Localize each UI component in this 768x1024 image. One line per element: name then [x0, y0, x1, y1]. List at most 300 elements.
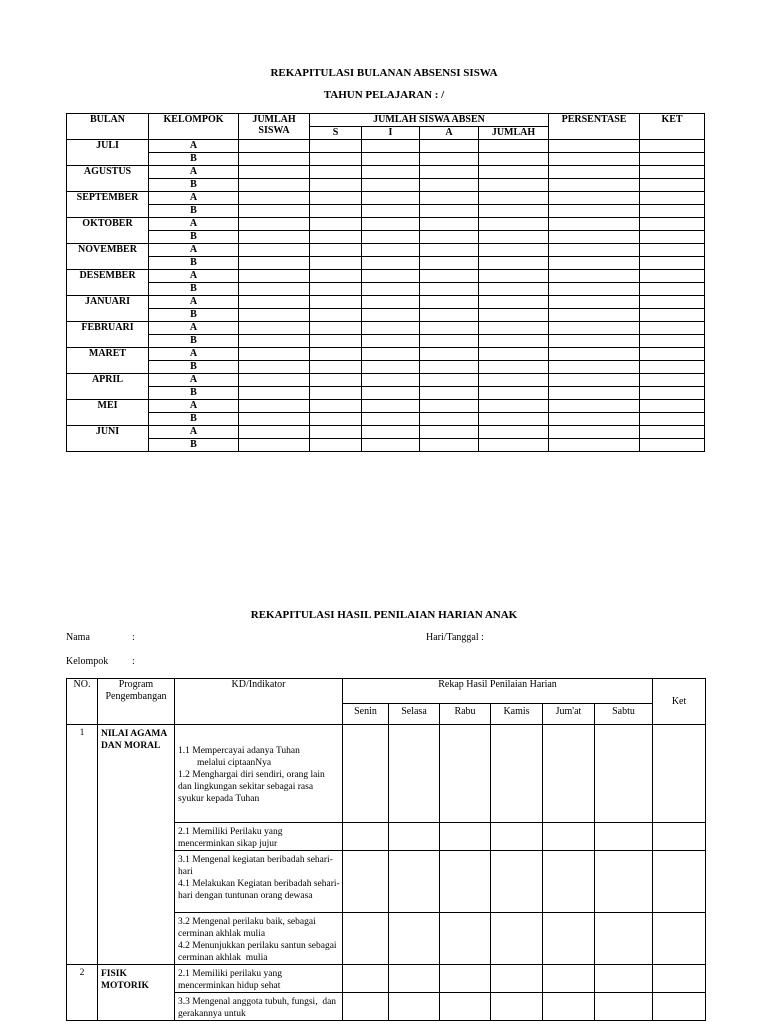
empty-cell	[640, 361, 705, 374]
empty-cell	[549, 309, 640, 322]
month-cell: OKTOBER	[67, 218, 149, 244]
empty-cell	[479, 322, 549, 335]
group-cell: A	[149, 270, 239, 283]
empty-cell	[420, 244, 479, 257]
empty-cell	[595, 823, 653, 851]
empty-cell	[491, 725, 543, 823]
empty-cell	[640, 348, 705, 361]
absensi-row	[67, 322, 705, 335]
month-cell: MEI	[67, 400, 149, 426]
absensi-row	[67, 192, 705, 205]
header-no: NO.	[67, 679, 98, 725]
empty-cell	[420, 426, 479, 439]
empty-cell	[640, 205, 705, 218]
empty-cell	[239, 283, 310, 296]
empty-cell	[479, 153, 549, 166]
empty-cell	[362, 231, 420, 244]
empty-cell	[549, 348, 640, 361]
header-persentase: PERSENTASE	[549, 114, 640, 140]
empty-cell	[362, 335, 420, 348]
header-a: A	[420, 127, 479, 140]
empty-cell	[640, 322, 705, 335]
empty-cell	[310, 387, 362, 400]
empty-cell	[479, 413, 549, 426]
empty-cell	[479, 361, 549, 374]
empty-cell	[362, 192, 420, 205]
header-program: Program Pengembangan	[98, 679, 175, 725]
empty-cell	[420, 335, 479, 348]
empty-cell	[479, 348, 549, 361]
header-kelompok: KELOMPOK	[149, 114, 239, 140]
empty-cell	[362, 270, 420, 283]
row-number: 1	[67, 725, 98, 965]
empty-cell	[362, 166, 420, 179]
day-header: Sabtu	[595, 704, 653, 725]
indikator-cell: 2.1 Memiliki Perilaku yang mencerminkan sikap jujur	[175, 823, 343, 851]
empty-cell	[420, 205, 479, 218]
header-jumlah-absen: JUMLAH SISWA ABSEN	[310, 114, 549, 127]
group-cell: B	[149, 335, 239, 348]
empty-cell	[479, 374, 549, 387]
absensi-row	[67, 387, 705, 400]
empty-cell	[479, 218, 549, 231]
empty-cell	[543, 993, 595, 1021]
empty-cell	[549, 140, 640, 153]
month-cell: MARET	[67, 348, 149, 374]
empty-cell	[310, 205, 362, 218]
penilaian-table	[66, 678, 706, 1021]
empty-cell	[640, 218, 705, 231]
empty-cell	[239, 244, 310, 257]
month-cell: JULI	[67, 140, 149, 166]
empty-cell	[640, 309, 705, 322]
empty-cell	[310, 192, 362, 205]
empty-cell	[640, 231, 705, 244]
empty-cell	[479, 309, 549, 322]
empty-cell	[389, 913, 440, 965]
empty-cell	[239, 322, 310, 335]
empty-cell	[491, 913, 543, 965]
empty-cell	[239, 413, 310, 426]
empty-cell	[640, 335, 705, 348]
header-s: S	[310, 127, 362, 140]
empty-cell	[239, 205, 310, 218]
empty-cell	[362, 400, 420, 413]
empty-cell	[420, 257, 479, 270]
empty-cell	[479, 205, 549, 218]
indikator-cell: 3.2 Mengenal perilaku baik, sebagai cerminan akhlak mulia 4.2 Menunjukkan perilaku santun sebagai cerminan akhlak mulia	[175, 913, 343, 965]
indikator-cell: 1.1 Mempercayai adanya Tuhan melalui ciptaanNya 1.2 Menghargai diri sendiri, orang lain dan lingkungan sekitar sebagai rasa syukur kepada Tuhan	[175, 725, 343, 823]
empty-cell	[420, 166, 479, 179]
empty-cell	[420, 400, 479, 413]
absensi-row	[67, 413, 705, 426]
empty-cell	[239, 335, 310, 348]
empty-cell	[362, 257, 420, 270]
absensi-row	[67, 231, 705, 244]
absensi-row	[67, 374, 705, 387]
doc2-title: REKAPITULASI HASIL PENILAIAN HARIAN ANAK	[250, 609, 518, 621]
empty-cell	[310, 439, 362, 452]
header-jumlah-siswa: JUMLAH SISWA	[239, 114, 310, 140]
empty-cell	[640, 296, 705, 309]
empty-cell	[595, 851, 653, 913]
empty-cell	[310, 374, 362, 387]
absensi-row	[67, 335, 705, 348]
doc1-subtitle: TAHUN PELAJARAN : /	[323, 89, 445, 101]
empty-cell	[362, 348, 420, 361]
empty-cell	[640, 192, 705, 205]
header-bulan: BULAN	[67, 114, 149, 140]
empty-cell	[343, 725, 389, 823]
empty-cell	[420, 270, 479, 283]
empty-cell	[362, 439, 420, 452]
empty-cell	[310, 413, 362, 426]
group-cell: B	[149, 231, 239, 244]
group-cell: A	[149, 192, 239, 205]
empty-cell	[440, 725, 491, 823]
month-cell: APRIL	[67, 374, 149, 400]
empty-cell	[479, 270, 549, 283]
empty-cell	[362, 361, 420, 374]
empty-cell	[653, 965, 706, 993]
empty-cell	[549, 361, 640, 374]
group-cell: B	[149, 413, 239, 426]
empty-cell	[310, 153, 362, 166]
empty-cell	[420, 153, 479, 166]
empty-cell	[239, 400, 310, 413]
group-cell: B	[149, 283, 239, 296]
empty-cell	[310, 179, 362, 192]
empty-cell	[310, 218, 362, 231]
empty-cell	[362, 426, 420, 439]
header-jumlah: JUMLAH	[479, 127, 549, 140]
header-kd: KD/Indikator	[175, 679, 343, 725]
group-cell: A	[149, 400, 239, 413]
empty-cell	[239, 270, 310, 283]
absensi-row	[67, 361, 705, 374]
month-cell: DESEMBER	[67, 270, 149, 296]
group-cell: A	[149, 218, 239, 231]
empty-cell	[653, 851, 706, 913]
empty-cell	[640, 387, 705, 400]
hari-tanggal-label: Hari/Tanggal :	[426, 632, 484, 643]
empty-cell	[549, 387, 640, 400]
empty-cell	[362, 153, 420, 166]
group-cell: B	[149, 179, 239, 192]
month-cell: SEPTEMBER	[67, 192, 149, 218]
empty-cell	[239, 140, 310, 153]
empty-cell	[420, 387, 479, 400]
empty-cell	[440, 913, 491, 965]
empty-cell	[549, 296, 640, 309]
empty-cell	[310, 257, 362, 270]
group-cell: B	[149, 257, 239, 270]
empty-cell	[343, 993, 389, 1021]
empty-cell	[389, 725, 440, 823]
absensi-body	[67, 140, 705, 452]
empty-cell	[549, 231, 640, 244]
empty-cell	[653, 993, 706, 1021]
empty-cell	[239, 426, 310, 439]
empty-cell	[362, 374, 420, 387]
empty-cell	[543, 725, 595, 823]
absensi-row	[67, 257, 705, 270]
absensi-row	[67, 439, 705, 452]
header-ket: KET	[640, 114, 705, 140]
empty-cell	[479, 166, 549, 179]
program-cell: NILAI AGAMA DAN MORAL	[98, 725, 175, 965]
empty-cell	[543, 823, 595, 851]
empty-cell	[362, 205, 420, 218]
empty-cell	[239, 153, 310, 166]
empty-cell	[239, 257, 310, 270]
empty-cell	[420, 374, 479, 387]
empty-cell	[549, 205, 640, 218]
absensi-row	[67, 270, 705, 283]
empty-cell	[479, 244, 549, 257]
empty-cell	[310, 348, 362, 361]
empty-cell	[310, 322, 362, 335]
empty-cell	[310, 231, 362, 244]
empty-cell	[389, 993, 440, 1021]
empty-cell	[640, 413, 705, 426]
empty-cell	[310, 244, 362, 257]
empty-cell	[653, 823, 706, 851]
day-header: Senin	[343, 704, 389, 725]
empty-cell	[549, 439, 640, 452]
empty-cell	[479, 140, 549, 153]
empty-cell	[549, 257, 640, 270]
kelompok-colon: :	[132, 656, 135, 667]
indikator-cell: 3.3 Mengenal anggota tubuh, fungsi, dan gerakannya untuk	[175, 993, 343, 1021]
empty-cell	[389, 965, 440, 993]
empty-cell	[389, 823, 440, 851]
empty-cell	[491, 823, 543, 851]
empty-cell	[389, 851, 440, 913]
empty-cell	[640, 244, 705, 257]
empty-cell	[362, 179, 420, 192]
absensi-row	[67, 218, 705, 231]
empty-cell	[362, 244, 420, 257]
empty-cell	[549, 218, 640, 231]
empty-cell	[640, 374, 705, 387]
empty-cell	[420, 231, 479, 244]
empty-cell	[479, 192, 549, 205]
empty-cell	[440, 823, 491, 851]
empty-cell	[239, 309, 310, 322]
empty-cell	[640, 166, 705, 179]
group-cell: B	[149, 309, 239, 322]
empty-cell	[479, 283, 549, 296]
empty-cell	[640, 140, 705, 153]
empty-cell	[440, 965, 491, 993]
empty-cell	[310, 283, 362, 296]
month-cell: AGUSTUS	[67, 166, 149, 192]
empty-cell	[595, 725, 653, 823]
empty-cell	[640, 426, 705, 439]
empty-cell	[543, 851, 595, 913]
empty-cell	[362, 218, 420, 231]
empty-cell	[549, 426, 640, 439]
empty-cell	[549, 322, 640, 335]
empty-cell	[310, 309, 362, 322]
group-cell: A	[149, 426, 239, 439]
empty-cell	[595, 993, 653, 1021]
empty-cell	[543, 965, 595, 993]
absensi-row	[67, 244, 705, 257]
empty-cell	[479, 387, 549, 400]
absensi-row	[67, 426, 705, 439]
empty-cell	[362, 283, 420, 296]
empty-cell	[440, 993, 491, 1021]
empty-cell	[640, 153, 705, 166]
absensi-row	[67, 179, 705, 192]
empty-cell	[239, 179, 310, 192]
indikator-cell: 2.1 Memiliki perilaku yang mencerminkan hidup sehat	[175, 965, 343, 993]
empty-cell	[343, 965, 389, 993]
empty-cell	[640, 439, 705, 452]
empty-cell	[343, 913, 389, 965]
group-cell: B	[149, 153, 239, 166]
empty-cell	[362, 322, 420, 335]
empty-cell	[310, 361, 362, 374]
empty-cell	[479, 439, 549, 452]
empty-cell	[440, 851, 491, 913]
empty-cell	[549, 244, 640, 257]
group-cell: B	[149, 205, 239, 218]
header-ket2: Ket	[653, 679, 706, 725]
absensi-row	[67, 153, 705, 166]
empty-cell	[420, 192, 479, 205]
kelompok-label: Kelompok	[66, 656, 109, 667]
empty-cell	[239, 296, 310, 309]
empty-cell	[343, 823, 389, 851]
empty-cell	[310, 426, 362, 439]
empty-cell	[420, 322, 479, 335]
row-number: 2	[67, 965, 98, 1021]
empty-cell	[362, 413, 420, 426]
empty-cell	[420, 309, 479, 322]
empty-cell	[310, 140, 362, 153]
empty-cell	[479, 179, 549, 192]
empty-cell	[239, 218, 310, 231]
day-header: Selasa	[389, 704, 440, 725]
empty-cell	[549, 413, 640, 426]
empty-cell	[420, 296, 479, 309]
empty-cell	[362, 387, 420, 400]
empty-cell	[640, 270, 705, 283]
empty-cell	[479, 426, 549, 439]
group-cell: B	[149, 361, 239, 374]
group-cell: B	[149, 387, 239, 400]
doc1-title: REKAPITULASI BULANAN ABSENSI SISWA	[270, 67, 498, 79]
empty-cell	[479, 400, 549, 413]
day-header: Jum'at	[543, 704, 595, 725]
program-cell: FISIK MOTORIK	[98, 965, 175, 1021]
empty-cell	[479, 335, 549, 348]
empty-cell	[239, 374, 310, 387]
empty-cell	[543, 913, 595, 965]
empty-cell	[549, 335, 640, 348]
absensi-row	[67, 205, 705, 218]
empty-cell	[640, 283, 705, 296]
empty-cell	[420, 413, 479, 426]
group-cell: A	[149, 348, 239, 361]
empty-cell	[653, 913, 706, 965]
empty-cell	[420, 179, 479, 192]
empty-cell	[549, 400, 640, 413]
month-cell: JANUARI	[67, 296, 149, 322]
empty-cell	[362, 309, 420, 322]
absensi-row	[67, 348, 705, 361]
absensi-row	[67, 283, 705, 296]
empty-cell	[653, 725, 706, 823]
empty-cell	[479, 231, 549, 244]
empty-cell	[640, 179, 705, 192]
empty-cell	[362, 296, 420, 309]
penilaian-row	[67, 965, 706, 993]
day-header: Rabu	[440, 704, 491, 725]
absensi-row	[67, 309, 705, 322]
empty-cell	[479, 296, 549, 309]
empty-cell	[310, 335, 362, 348]
day-header: Kamis	[491, 704, 543, 725]
empty-cell	[362, 140, 420, 153]
absensi-row	[67, 400, 705, 413]
group-cell: A	[149, 244, 239, 257]
absensi-row	[67, 166, 705, 179]
empty-cell	[420, 361, 479, 374]
empty-cell	[310, 296, 362, 309]
empty-cell	[310, 166, 362, 179]
empty-cell	[420, 140, 479, 153]
empty-cell	[420, 348, 479, 361]
group-cell: A	[149, 322, 239, 335]
empty-cell	[491, 993, 543, 1021]
empty-cell	[491, 851, 543, 913]
empty-cell	[549, 166, 640, 179]
absensi-row	[67, 140, 705, 153]
absensi-row	[67, 296, 705, 309]
absensi-table	[66, 113, 705, 452]
empty-cell	[491, 965, 543, 993]
month-cell: JUNI	[67, 426, 149, 452]
empty-cell	[420, 439, 479, 452]
empty-cell	[479, 257, 549, 270]
empty-cell	[549, 153, 640, 166]
nama-label: Nama	[66, 632, 90, 643]
month-cell: FEBRUARI	[67, 322, 149, 348]
empty-cell	[239, 166, 310, 179]
empty-cell	[239, 348, 310, 361]
group-cell: A	[149, 374, 239, 387]
indikator-cell: 3.1 Mengenal kegiatan beribadah sehari-hari 4.1 Melakukan Kegiatan beribadah sehari-hari dengan tuntunan orang dewasa	[175, 851, 343, 913]
empty-cell	[595, 913, 653, 965]
header-i: I	[362, 127, 420, 140]
empty-cell	[310, 270, 362, 283]
empty-cell	[239, 192, 310, 205]
empty-cell	[640, 400, 705, 413]
empty-cell	[239, 387, 310, 400]
empty-cell	[310, 400, 362, 413]
penilaian-row	[67, 725, 706, 823]
empty-cell	[549, 270, 640, 283]
empty-cell	[640, 257, 705, 270]
group-cell: A	[149, 296, 239, 309]
month-cell: NOVEMBER	[67, 244, 149, 270]
group-cell: A	[149, 166, 239, 179]
empty-cell	[420, 283, 479, 296]
